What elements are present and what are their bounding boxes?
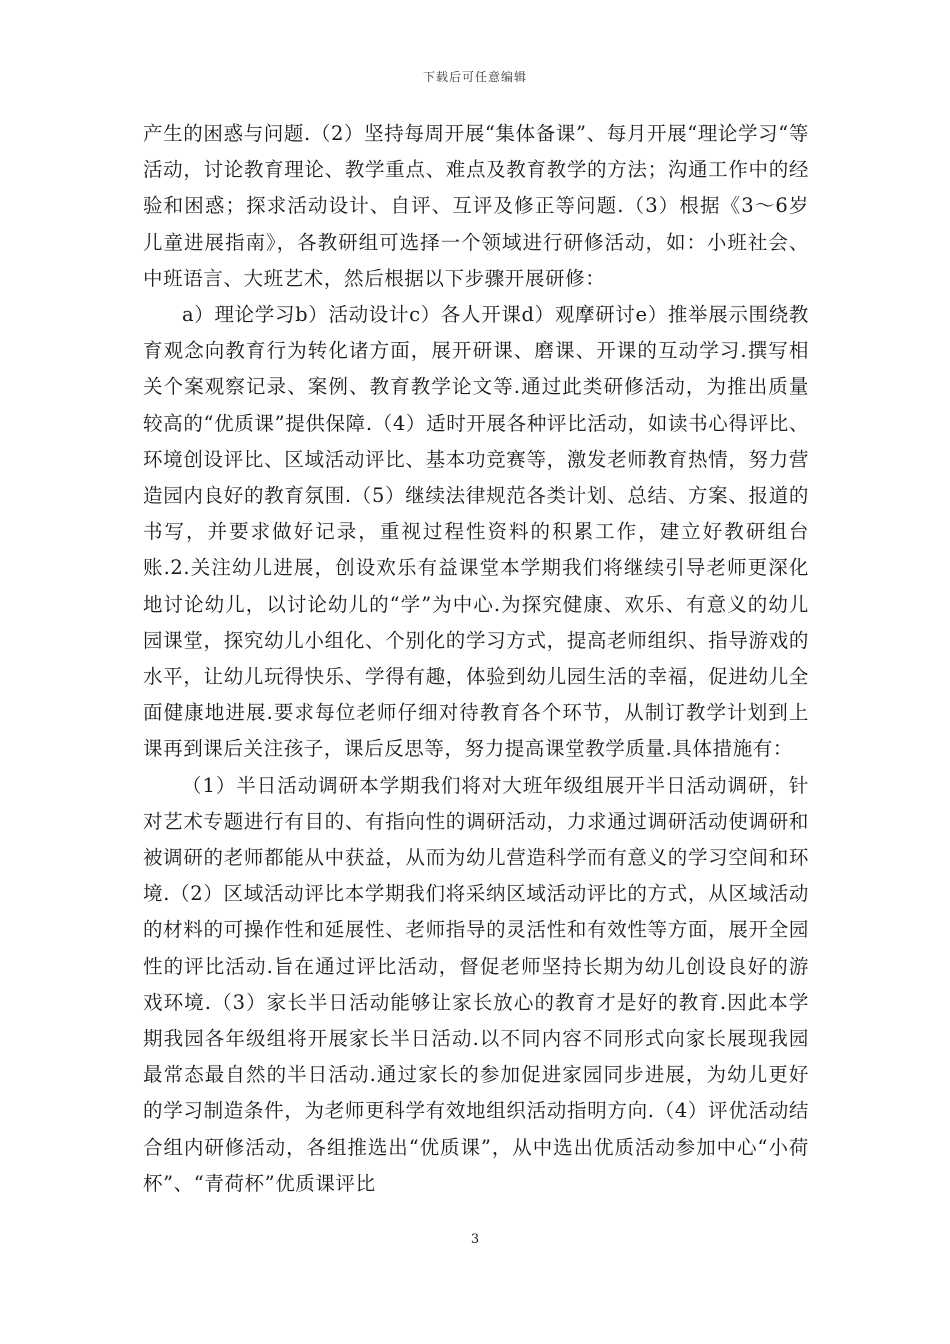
paragraph-3: （1）半日活动调研本学期我们将对大班年级组展开半日活动调研，针对艺术专题进行有目的、有指向性的调研活动，力求通过调研活动使调研和被调研的老师都能从中获益，从而为幼儿营造科学而有意义的学习空间和环境.（2）区域活动评比本学期我们将采纳区域活动评比的方式，从区域活动的材料的可操作性和延展性、老师指导的灵活性和有效性等方面，展开全园性的评比活动.旨在通过评比活动，督促老师坚持长期为幼儿创设良好的游戏环境.（3）家长半日活动能够让家长放心的教育才是好的教育.因此本学期我园各年级组将开展家长半日活动.以不同内容不同形式向家长展现我园最常态最自然的半日活动.通过家长的参加促进家园同步进展，为幼儿更好的学习制造条件，为老师更科学有效地组织活动指明方向.（4）评优活动结合组内研修活动，各组推选出“优质课”，从中选出优质活动参加中心“小荷杯”、“青荷杯”优质课评比 [143, 773, 809, 1195]
header-note: 下载后可任意编辑 [422, 70, 527, 84]
document-body [143, 116, 809, 1202]
paragraph-2: a）理论学习b）活动设计c）各人开课d）观摩研讨e）推举展示围绕教育观念向教育行为转化诸方面，展开研课、磨课、开课的互动学习.撰写相关个案观察记录、案例、教育教学论文等.通过此类研修活动，为推出质量较高的“优质课”提供保障.（4）适时开展各种评比活动，如读书心得评比、环境创设评比、区域活动评比、基本功竞赛等，激发老师教育热情，努力营造园内良好的教育氛围.（5）继续法律规范各类计划、总结、方案、报道的书写，并要求做好记录，重视过程性资料的积累工作，建立好教研组台账.2.关注幼儿进展，创设欢乐有益课堂本学期我们将继续引导老师更深化地讨论幼儿，以讨论幼儿的“学”为中心.为探究健康、欢乐、有意义的幼儿园课堂，探究幼儿小组化、个别化的学习方式，提高老师组织、指导游戏的水平，让幼儿玩得快乐、学得有趣，体验到幼儿园生活的幸福，促进幼儿全面健康地进展.要求每位老师仔细对待教育各个环节，从制订教学计划到上课再到课后关注孩子，课后反思等，努力提高课堂教学质量.具体措施有： [143, 303, 809, 761]
page-number: 3 [470, 1232, 480, 1247]
paragraph-1: 产生的困惑与问题.（2）坚持每周开展“集体备课”、每月开展“理论学习“等活动，讨论教育理论、教学重点、难点及教育教学的方法；沟通工作中的经验和困惑；探求活动设计、自评、互评及修正等问题.（3）根据《3～6岁儿童进展指南》，各教研组可选择一个领域进行研修活动，如：小班社会、中班语言、大班艺术，然后根据以下步骤开展研修： [143, 122, 809, 290]
